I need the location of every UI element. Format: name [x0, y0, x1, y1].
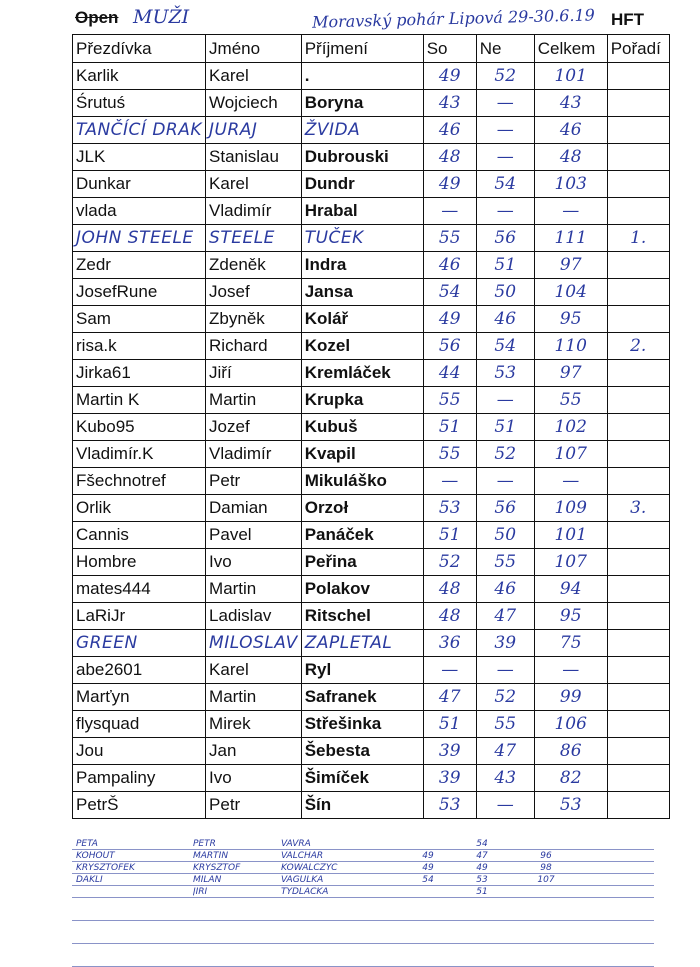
cell-surname: . — [301, 63, 423, 90]
footer-row — [72, 838, 654, 850]
cell-surname: ŽVIDA — [301, 117, 423, 144]
cell-first-name: Jozef — [206, 414, 302, 441]
results-table — [72, 34, 670, 819]
cell-first-name: Jan — [206, 738, 302, 765]
cell-nickname: JosefRune — [73, 279, 206, 306]
footer-blank-line — [72, 944, 654, 967]
cell-sunday-score: — — [476, 198, 534, 225]
table-row — [73, 468, 670, 495]
cell-sunday-score: 52 — [476, 684, 534, 711]
cell-saturday-score: 56 — [423, 333, 476, 360]
cell-nickname: Orlik — [73, 495, 206, 522]
cell-rank — [607, 171, 669, 198]
cell-surname: Šebesta — [301, 738, 423, 765]
cell-nickname: risa.k — [73, 333, 206, 360]
cell-saturday-score: 36 — [423, 630, 476, 657]
table-row — [73, 360, 670, 387]
sheet-header — [0, 6, 700, 36]
cell-rank: 1. — [607, 225, 669, 252]
cell-nickname: Fšechnotref — [73, 468, 206, 495]
footer-cell-last: VAVRA — [281, 838, 311, 849]
cell-sunday-score: — — [476, 387, 534, 414]
cell-nickname: flysquad — [73, 711, 206, 738]
cell-total-score: 107 — [534, 549, 607, 576]
footer-cell-total: 96 — [540, 850, 552, 861]
cell-rank — [607, 603, 669, 630]
cell-rank — [607, 684, 669, 711]
cell-first-name: Ivo — [206, 765, 302, 792]
cell-rank — [607, 765, 669, 792]
cell-surname: Jansa — [301, 279, 423, 306]
footer-cell-so: 54 — [422, 874, 434, 885]
cell-saturday-score: 55 — [423, 387, 476, 414]
cell-first-name: Damian — [206, 495, 302, 522]
cell-total-score: 101 — [534, 522, 607, 549]
table-row — [73, 603, 670, 630]
cell-nickname: Zedr — [73, 252, 206, 279]
cell-saturday-score: 52 — [423, 549, 476, 576]
cell-surname: Hrabal — [301, 198, 423, 225]
cell-surname: Kozel — [301, 333, 423, 360]
cell-saturday-score: — — [423, 657, 476, 684]
cell-saturday-score: 51 — [423, 711, 476, 738]
footer-row — [72, 886, 654, 898]
table-header-row — [73, 35, 670, 63]
cell-nickname: TANČÍCÍ DRAK — [73, 117, 206, 144]
cell-first-name: STEELE — [206, 225, 302, 252]
cell-first-name: Petr — [206, 468, 302, 495]
cell-nickname: Hombre — [73, 549, 206, 576]
footer-cell-ne: 47 — [476, 850, 488, 861]
footer-cell-last: KOWALCZYC — [281, 862, 338, 873]
cell-total-score: 95 — [534, 306, 607, 333]
cell-sunday-score: 55 — [476, 711, 534, 738]
footer-cell-nick: KRYSZTOFEK — [76, 862, 135, 873]
cell-saturday-score: 53 — [423, 495, 476, 522]
cell-total-score: 82 — [534, 765, 607, 792]
cell-sunday-score: 55 — [476, 549, 534, 576]
cell-total-score: 55 — [534, 387, 607, 414]
table-row — [73, 630, 670, 657]
cell-surname: Safranek — [301, 684, 423, 711]
table-row — [73, 576, 670, 603]
footer-cell-so: 49 — [422, 862, 434, 873]
cell-sunday-score: 51 — [476, 414, 534, 441]
footer-blank-line — [72, 921, 654, 944]
cell-rank — [607, 198, 669, 225]
cell-saturday-score: 47 — [423, 684, 476, 711]
cell-surname: Kvapil — [301, 441, 423, 468]
cell-total-score: 104 — [534, 279, 607, 306]
footer-cell-nick: KOHOUT — [76, 850, 115, 861]
cell-surname: TUČEK — [301, 225, 423, 252]
cell-saturday-score: 39 — [423, 738, 476, 765]
table-row — [73, 522, 670, 549]
footer-cell-so: 49 — [422, 850, 434, 861]
table-row — [73, 657, 670, 684]
cell-total-score: 97 — [534, 252, 607, 279]
cell-saturday-score: 55 — [423, 225, 476, 252]
col-header-rank: Pořadí — [607, 35, 669, 63]
cell-rank — [607, 522, 669, 549]
cell-sunday-score: 47 — [476, 603, 534, 630]
footer-cell-first: PETR — [193, 838, 216, 849]
cell-total-score: 109 — [534, 495, 607, 522]
cell-saturday-score: 53 — [423, 792, 476, 819]
table-row — [73, 792, 670, 819]
footer-cell-first: JIŘÍ — [193, 886, 208, 897]
cell-rank — [607, 279, 669, 306]
cell-first-name: Zdeněk — [206, 252, 302, 279]
cell-total-score: — — [534, 468, 607, 495]
cell-total-score: 101 — [534, 63, 607, 90]
cell-sunday-score: — — [476, 117, 534, 144]
cell-sunday-score: 50 — [476, 279, 534, 306]
table-row — [73, 225, 670, 252]
footer-cell-first: MILAN — [193, 874, 222, 885]
cell-surname: Peřina — [301, 549, 423, 576]
table-row — [73, 441, 670, 468]
cell-surname: ZAPLETAL — [301, 630, 423, 657]
footer-row — [72, 862, 654, 874]
cell-first-name: Vladimír — [206, 198, 302, 225]
cell-first-name: Jiří — [206, 360, 302, 387]
cell-first-name: Stanislau — [206, 144, 302, 171]
cell-surname: Indra — [301, 252, 423, 279]
cell-total-score: 46 — [534, 117, 607, 144]
cell-rank — [607, 117, 669, 144]
cell-total-score: 53 — [534, 792, 607, 819]
cell-sunday-score: 53 — [476, 360, 534, 387]
footer-cell-total: 107 — [537, 874, 555, 885]
cell-first-name: Petr — [206, 792, 302, 819]
cell-saturday-score: 49 — [423, 63, 476, 90]
cell-saturday-score: 48 — [423, 603, 476, 630]
cell-saturday-score: 55 — [423, 441, 476, 468]
cell-first-name: Pavel — [206, 522, 302, 549]
cell-saturday-score: 51 — [423, 522, 476, 549]
cell-sunday-score: 39 — [476, 630, 534, 657]
club-label: HFT — [611, 10, 645, 29]
footer-cell-nick: PETA — [76, 838, 98, 849]
cell-total-score: — — [534, 657, 607, 684]
cell-nickname: Vladimír.K — [73, 441, 206, 468]
col-header-first: Jméno — [206, 35, 302, 63]
cell-sunday-score: 46 — [476, 576, 534, 603]
cell-saturday-score: — — [423, 198, 476, 225]
table-row — [73, 333, 670, 360]
cell-rank — [607, 549, 669, 576]
cell-surname: Boryna — [301, 90, 423, 117]
cell-total-score: 102 — [534, 414, 607, 441]
cell-rank: 3. — [607, 495, 669, 522]
footer-row — [72, 850, 654, 862]
cell-nickname: Pampaliny — [73, 765, 206, 792]
footer-cell-last: VAGULKA — [281, 874, 324, 885]
cell-first-name: Richard — [206, 333, 302, 360]
cell-saturday-score: — — [423, 468, 476, 495]
category-label: MUŽI — [133, 6, 190, 28]
cell-rank — [607, 792, 669, 819]
table-row — [73, 90, 670, 117]
col-header-last: Příjmení — [301, 35, 423, 63]
cell-rank — [607, 414, 669, 441]
cell-sunday-score: — — [476, 468, 534, 495]
cell-rank — [607, 657, 669, 684]
table-row — [73, 63, 670, 90]
footer-cell-first: MARTIN — [193, 850, 229, 861]
cell-rank — [607, 630, 669, 657]
cell-saturday-score: 43 — [423, 90, 476, 117]
cell-nickname: Martin K — [73, 387, 206, 414]
table-row — [73, 738, 670, 765]
table-row — [73, 495, 670, 522]
cell-total-score: 110 — [534, 333, 607, 360]
cell-total-score: 86 — [534, 738, 607, 765]
cell-nickname: Karlik — [73, 63, 206, 90]
cell-surname: Krupka — [301, 387, 423, 414]
cell-total-score: 75 — [534, 630, 607, 657]
footer-cell-last: VALCHAR — [281, 850, 324, 861]
cell-surname: Šimíček — [301, 765, 423, 792]
cell-saturday-score: 46 — [423, 252, 476, 279]
cell-nickname: Cannis — [73, 522, 206, 549]
event-title: Moravský pohár Lipová 29-30.6.19 — [311, 5, 596, 32]
cell-nickname: JOHN STEELE — [73, 225, 206, 252]
table-row — [73, 144, 670, 171]
table-row — [73, 117, 670, 144]
cell-saturday-score: 39 — [423, 765, 476, 792]
cell-sunday-score: — — [476, 90, 534, 117]
cell-total-score: 94 — [534, 576, 607, 603]
cell-sunday-score: 46 — [476, 306, 534, 333]
cell-first-name: Wojciech — [206, 90, 302, 117]
cell-nickname: GREEN — [73, 630, 206, 657]
footer-cell-first: KRYSZTOF — [193, 862, 241, 873]
cell-sunday-score: 54 — [476, 171, 534, 198]
handwritten-footer — [72, 838, 654, 967]
cell-surname: Kremláček — [301, 360, 423, 387]
cell-nickname: JLK — [73, 144, 206, 171]
cell-rank — [607, 306, 669, 333]
cell-first-name: Karel — [206, 171, 302, 198]
table-row — [73, 171, 670, 198]
table-row — [73, 414, 670, 441]
cell-sunday-score: 52 — [476, 441, 534, 468]
cell-total-score: 48 — [534, 144, 607, 171]
cell-sunday-score: 50 — [476, 522, 534, 549]
cell-nickname: Sam — [73, 306, 206, 333]
cell-total-score: 95 — [534, 603, 607, 630]
footer-cell-last: TYDLAČKA — [281, 886, 329, 897]
cell-nickname: Marťyn — [73, 684, 206, 711]
cell-nickname: PetrŠ — [73, 792, 206, 819]
cell-rank — [607, 441, 669, 468]
cell-nickname: LaRiJr — [73, 603, 206, 630]
col-header-ne: Ne — [476, 35, 534, 63]
cell-total-score: — — [534, 198, 607, 225]
table-row — [73, 198, 670, 225]
table-row — [73, 306, 670, 333]
cell-first-name: MILOSLAV — [206, 630, 302, 657]
cell-nickname: Śrutuś — [73, 90, 206, 117]
cell-sunday-score: 56 — [476, 495, 534, 522]
cell-total-score: 97 — [534, 360, 607, 387]
cell-first-name: Martin — [206, 684, 302, 711]
cell-nickname: Kubo95 — [73, 414, 206, 441]
cell-rank — [607, 738, 669, 765]
cell-total-score: 103 — [534, 171, 607, 198]
footer-cell-ne: 49 — [476, 862, 488, 873]
table-row — [73, 549, 670, 576]
cell-nickname: mates444 — [73, 576, 206, 603]
col-header-total: Celkem — [534, 35, 607, 63]
cell-sunday-score: 47 — [476, 738, 534, 765]
footer-row — [72, 874, 654, 886]
cell-first-name: Zbyněk — [206, 306, 302, 333]
footer-blank-line — [72, 898, 654, 921]
cell-nickname: vlada — [73, 198, 206, 225]
cell-rank — [607, 144, 669, 171]
table-row — [73, 252, 670, 279]
open-label: Open — [75, 8, 119, 27]
footer-cell-ne: 53 — [476, 874, 488, 885]
cell-surname: Mikuláško — [301, 468, 423, 495]
table-row — [73, 387, 670, 414]
col-header-so: So — [423, 35, 476, 63]
cell-total-score: 99 — [534, 684, 607, 711]
cell-rank — [607, 252, 669, 279]
cell-nickname: abe2601 — [73, 657, 206, 684]
cell-surname: Střešinka — [301, 711, 423, 738]
cell-total-score: 43 — [534, 90, 607, 117]
cell-first-name: JURAJ — [206, 117, 302, 144]
cell-rank — [607, 90, 669, 117]
cell-saturday-score: 48 — [423, 576, 476, 603]
cell-nickname: Dunkar — [73, 171, 206, 198]
cell-saturday-score: 54 — [423, 279, 476, 306]
cell-surname: Šín — [301, 792, 423, 819]
cell-surname: Kolář — [301, 306, 423, 333]
table-row — [73, 279, 670, 306]
cell-rank — [607, 576, 669, 603]
cell-sunday-score: 52 — [476, 63, 534, 90]
cell-surname: Ryl — [301, 657, 423, 684]
cell-first-name: Martin — [206, 576, 302, 603]
cell-sunday-score: — — [476, 144, 534, 171]
cell-surname: Dubrouski — [301, 144, 423, 171]
cell-rank — [607, 63, 669, 90]
table-row — [73, 684, 670, 711]
table-row — [73, 765, 670, 792]
cell-first-name: Ivo — [206, 549, 302, 576]
cell-rank — [607, 360, 669, 387]
cell-saturday-score: 49 — [423, 171, 476, 198]
cell-sunday-score: 43 — [476, 765, 534, 792]
cell-surname: Panáček — [301, 522, 423, 549]
col-header-nick: Přezdívka — [73, 35, 206, 63]
cell-sunday-score: — — [476, 657, 534, 684]
cell-sunday-score: — — [476, 792, 534, 819]
cell-saturday-score: 49 — [423, 306, 476, 333]
cell-sunday-score: 51 — [476, 252, 534, 279]
cell-total-score: 106 — [534, 711, 607, 738]
cell-first-name: Josef — [206, 279, 302, 306]
footer-cell-nick: DAKLI — [76, 874, 103, 885]
cell-first-name: Karel — [206, 657, 302, 684]
cell-surname: Polakov — [301, 576, 423, 603]
cell-sunday-score: 54 — [476, 333, 534, 360]
cell-saturday-score: 44 — [423, 360, 476, 387]
cell-saturday-score: 51 — [423, 414, 476, 441]
cell-rank: 2. — [607, 333, 669, 360]
cell-nickname: Jirka61 — [73, 360, 206, 387]
cell-first-name: Vladimír — [206, 441, 302, 468]
cell-first-name: Karel — [206, 63, 302, 90]
cell-rank — [607, 387, 669, 414]
cell-saturday-score: 48 — [423, 144, 476, 171]
cell-nickname: Jou — [73, 738, 206, 765]
table-row — [73, 711, 670, 738]
cell-surname: Dundr — [301, 171, 423, 198]
cell-rank — [607, 468, 669, 495]
cell-total-score: 107 — [534, 441, 607, 468]
cell-saturday-score: 46 — [423, 117, 476, 144]
cell-rank — [607, 711, 669, 738]
cell-first-name: Mirek — [206, 711, 302, 738]
cell-sunday-score: 56 — [476, 225, 534, 252]
cell-surname: Orzoł — [301, 495, 423, 522]
cell-total-score: 111 — [534, 225, 607, 252]
cell-surname: Kubuš — [301, 414, 423, 441]
cell-first-name: Ladislav — [206, 603, 302, 630]
footer-cell-ne: 51 — [476, 886, 488, 897]
cell-first-name: Martin — [206, 387, 302, 414]
cell-surname: Ritschel — [301, 603, 423, 630]
footer-cell-ne: 54 — [476, 838, 488, 849]
footer-cell-total: 98 — [540, 862, 552, 873]
